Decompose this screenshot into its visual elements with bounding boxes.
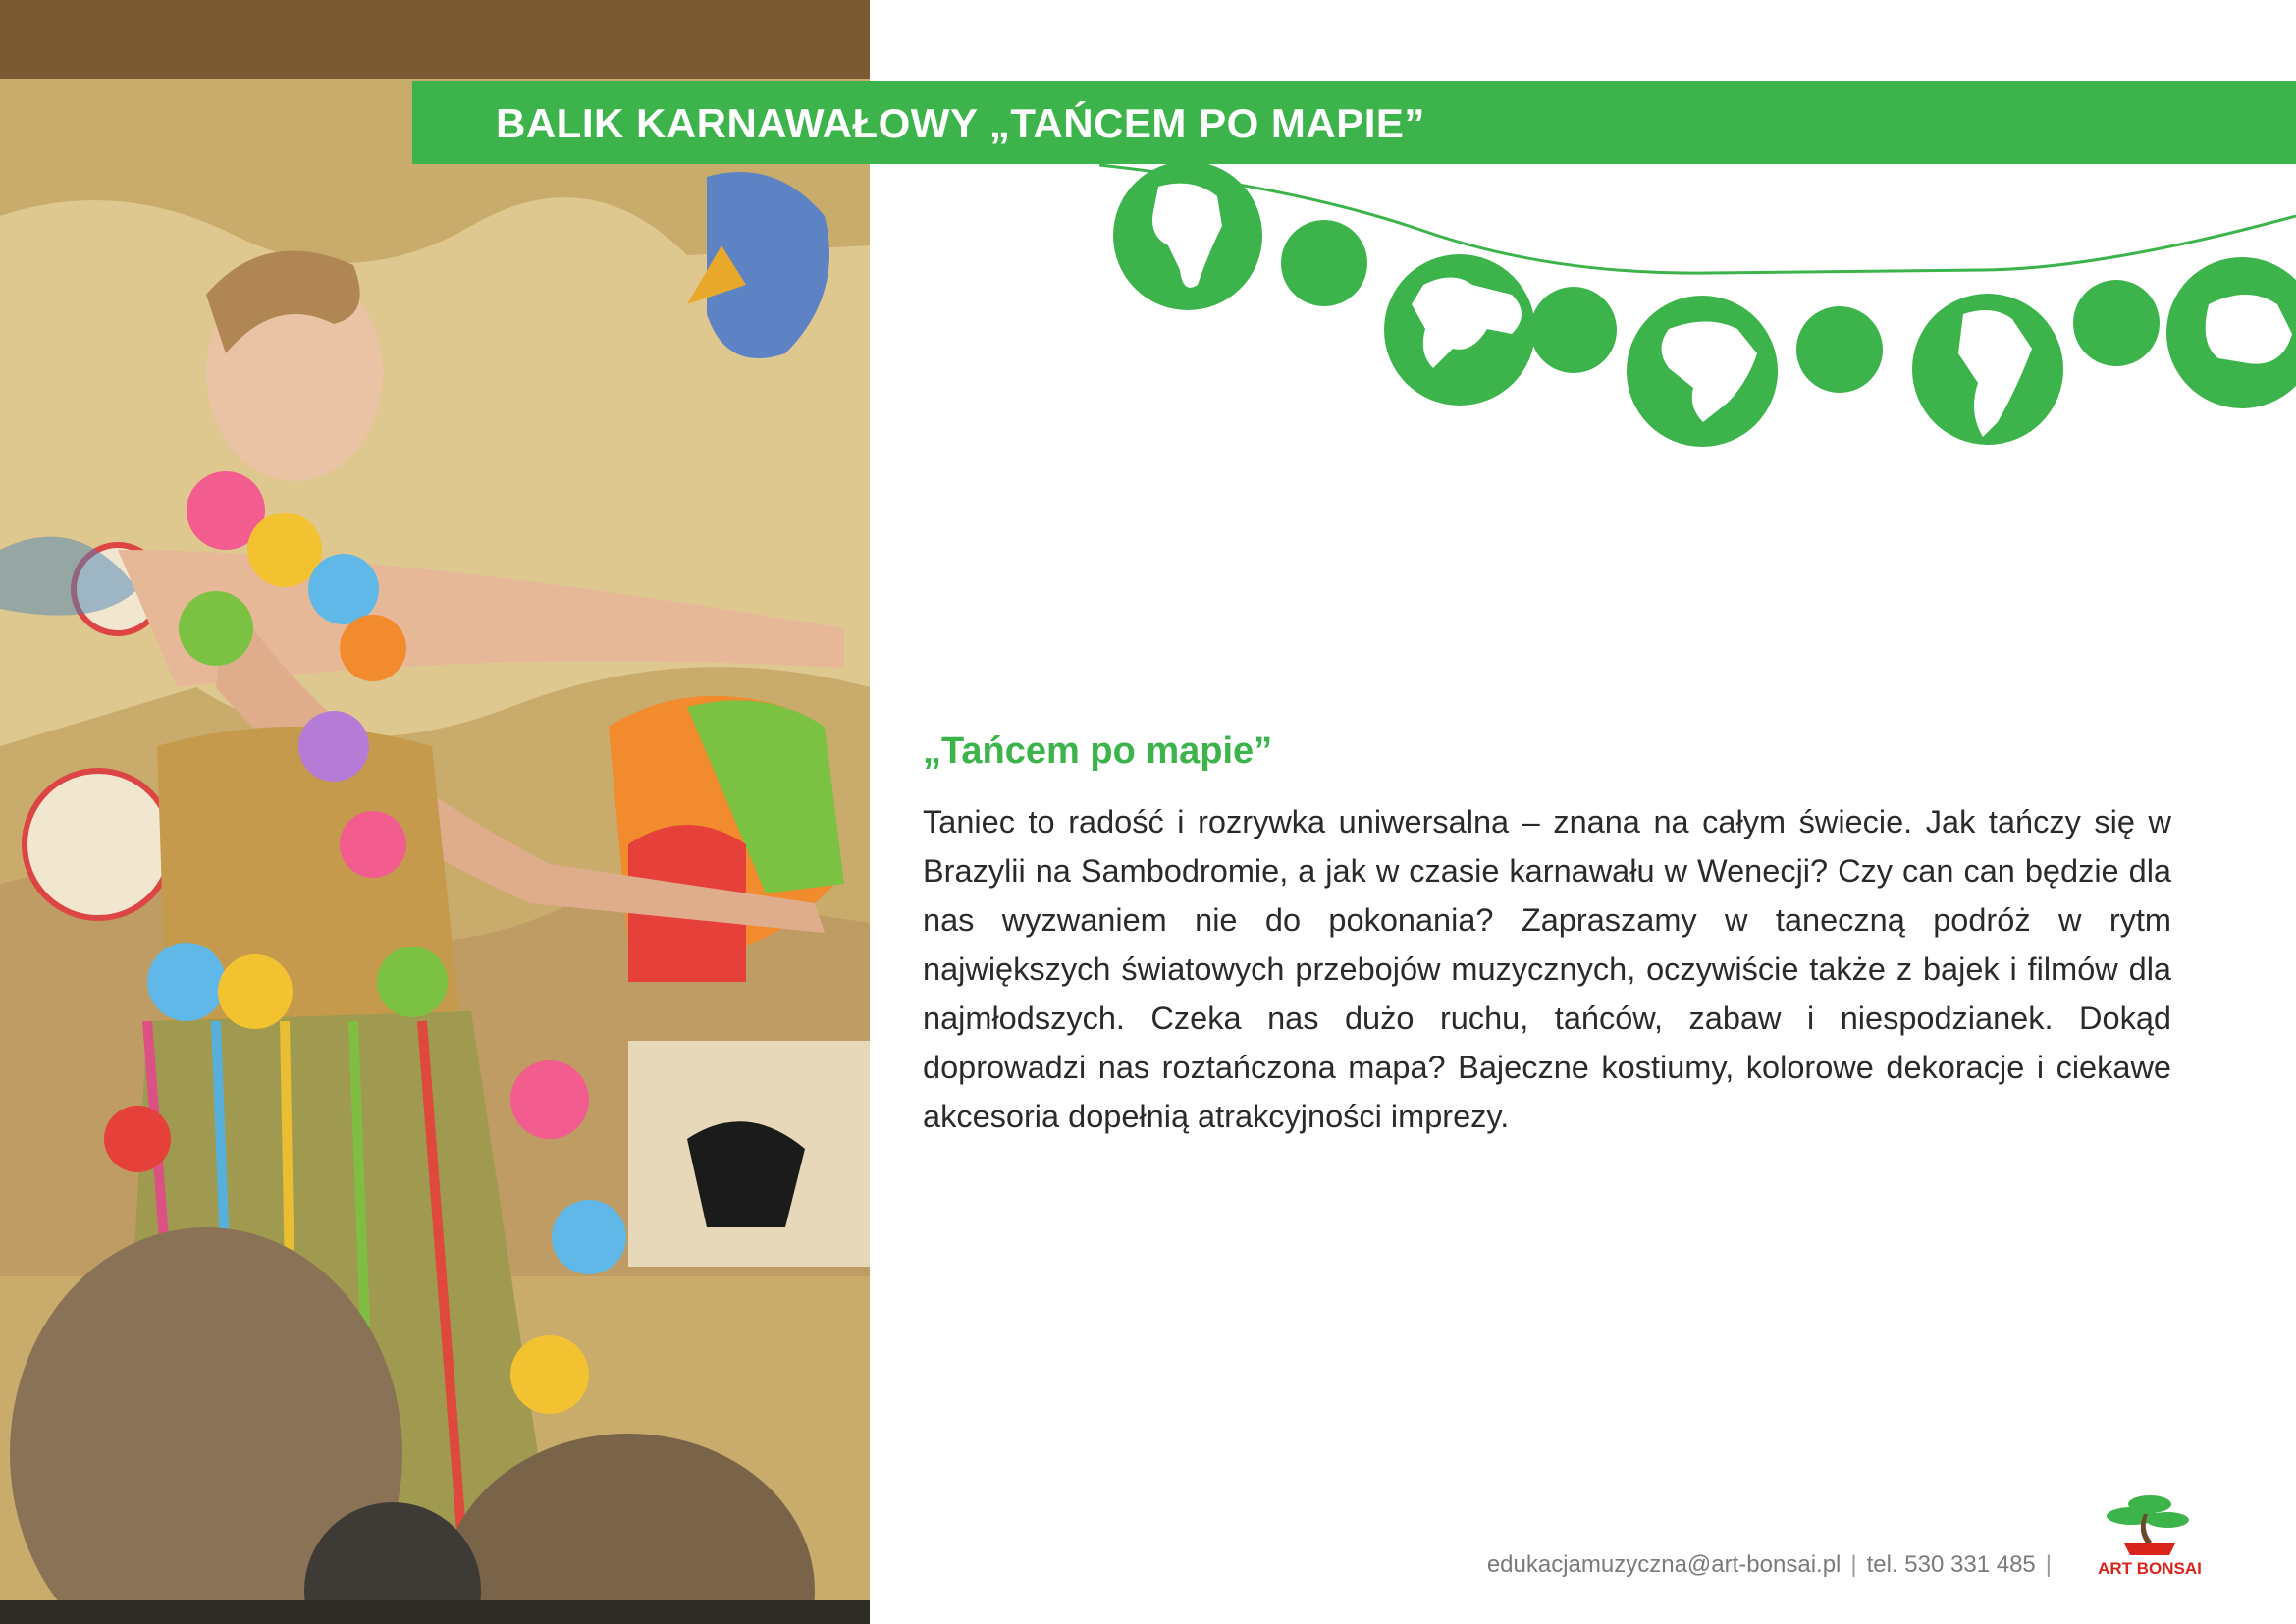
footer-separator-end: |: [2045, 1551, 2052, 1578]
page-title: BALIK KARNAWAŁOWY „TAŃCEM PO MAPIE”: [496, 100, 1425, 146]
hero-photo: [0, 0, 870, 1624]
dancer-photo-illustration: [0, 0, 870, 1624]
contact-email: edukacjamuzyczna@art-bonsai.pl: [1486, 1551, 1842, 1578]
article-heading: „Tańcem po mapie”: [923, 731, 1273, 772]
art-bonsai-logo: [2091, 1490, 2209, 1581]
logo-text: ART BONSAI: [2098, 1559, 2202, 1578]
footer-separator: |: [1850, 1551, 1857, 1578]
article-paragraph: Taniec to radość i rozrywka uniwersalna – znana na całym świecie. Jak tańczy się w Brazylii na Sambodromie, a jak w czasie karnawału w Wenecji? Czy can can będzie dla nas wyzwaniem nie do pokonania? Zapraszamy w taneczną podróż w rytm największych światowych przebojów muzycznych, oczywiście także z bajek i filmów dla najmłodszych. Czeka nas dużo ruchu, tańców, zabaw i niespodzianek. Dokąd doprowadzi nas roztańczona mapa? Bajeczne kostiumy, kolorowe dekoracje i ciekawe akcesoria dopełnią atrakcyjności imprezy.: [923, 804, 2171, 1134]
contact-footer: [1080, 1551, 2061, 1579]
title-bar: [412, 81, 2296, 164]
contact-phone: tel. 530 331 485: [1866, 1551, 2036, 1578]
globe-garland-icon: [1099, 157, 2296, 461]
bonsai-tree-icon: [2091, 1490, 2209, 1559]
